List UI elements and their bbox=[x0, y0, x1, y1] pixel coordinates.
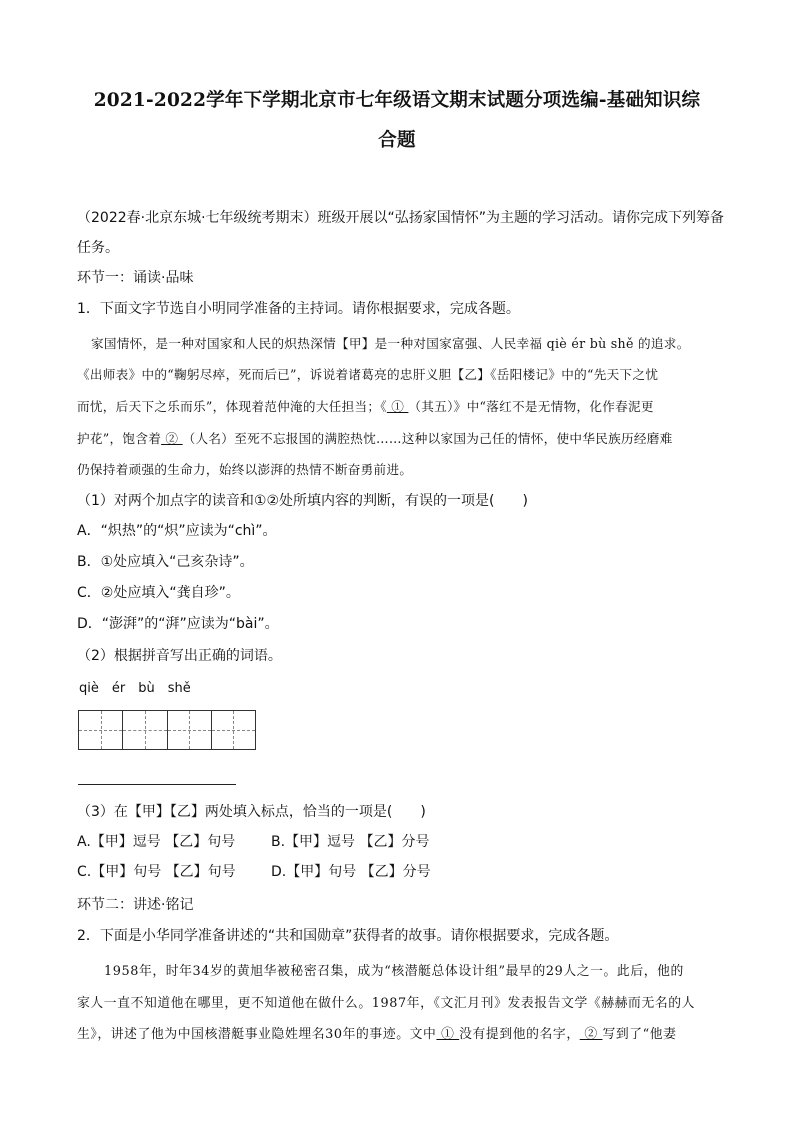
question-1-1: （1）对两个加点字的读音和①②处所填内容的判断，有误的一项是( ) bbox=[77, 493, 528, 509]
blank-1: ① bbox=[386, 399, 409, 414]
pinyin-prompt: qiè ér bù shě bbox=[79, 681, 191, 696]
blank-2: ② bbox=[161, 431, 183, 446]
intro-line1: （2022春·北京东城·七年级统考期末）班级开展以“弘扬家国情怀”为主题的学习活动。请你完成下列筹备 bbox=[77, 210, 725, 226]
passage1-line4-text-a: 护花”，饱含着 bbox=[77, 431, 162, 446]
blank-p2-2: ② bbox=[579, 1027, 603, 1042]
grid-cell[interactable] bbox=[168, 711, 212, 749]
passage1-line3-text-b: （其五）》中“落红不是无情物，化作春泥更 bbox=[408, 399, 654, 414]
grid-cell[interactable] bbox=[123, 711, 167, 749]
passage1-line4 bbox=[77, 428, 727, 447]
passage2-line3-text-a: 生》，讲述了他为中国核潜艇事业隐姓埋名30年的事迹。文中 bbox=[77, 1027, 437, 1042]
q1-3-option-d: D.【甲】句号 【乙】分号 bbox=[271, 864, 431, 880]
question-1-2: （2）根据拼音写出正确的词语。 bbox=[77, 648, 282, 664]
q1-1-option-c: C．②处应填入“龚自珍”。 bbox=[77, 585, 240, 601]
footnote-divider bbox=[78, 784, 236, 785]
q1-1-option-a: A．“炽热”的“炽”应读为“chì”。 bbox=[77, 523, 277, 539]
passage1-line5: 仍保持着顽强的生命力，始终以澎湃的热情不断奋勇前进。 bbox=[77, 462, 413, 477]
question-1-stem: 1．下面文字节选自小明同学准备的主持词。请你根据要求，完成各题。 bbox=[77, 301, 520, 317]
answer-grid[interactable] bbox=[78, 710, 256, 750]
passage1-line3 bbox=[77, 396, 727, 415]
question-2-stem: 2．下面是小华同学准备讲述的“共和国勋章”获得者的故事。请你根据要求，完成各题。 bbox=[77, 928, 619, 944]
q1-3-option-b: B.【甲】逗号 【乙】分号 bbox=[271, 834, 430, 850]
question-1-3: （3）在【甲】【乙】两处填入标点，恰当的一项是( ) bbox=[77, 804, 426, 820]
passage2-line3-text-b: 没有提到他的名字， bbox=[459, 1027, 580, 1042]
passage1-line1: 家国情怀，是一种对国家和人民的炽热深情【甲】是一种对国家富强、人民幸福 qiè ér bù shě 的追求。 bbox=[91, 336, 690, 351]
passage1-line3-text-a: 而忧，后天下之乐而乐”，体现着范仲淹的大任担当；《 bbox=[77, 399, 387, 414]
passage1-line2: 《出师表》中的“鞠躬尽瘁，死而后已”，诉说着诸葛亮的忠肝义胆【乙】《岳阳楼记》中的“先天下之忧 bbox=[77, 367, 659, 382]
doc-title-line2: 合题 bbox=[378, 130, 416, 151]
section-heading-1: 环节一：诵读·品味 bbox=[77, 270, 194, 286]
q1-1-option-d: D．“澎湃”的“湃”应读为“bài”。 bbox=[77, 616, 279, 632]
intro-line2: 任务。 bbox=[77, 240, 119, 256]
passage2-line3 bbox=[77, 1023, 677, 1042]
doc-title-line1: 2021-2022学年下学期北京市七年级语文期末试题分项选编-基础知识综 bbox=[93, 90, 701, 111]
grid-cell[interactable] bbox=[212, 711, 255, 749]
blank-p2-1: ① bbox=[436, 1027, 460, 1042]
passage2-line1: 1958年，时年34岁的黄旭华被秘密召集，成为“核潜艇总体设计组”最早的29人之一。此后，他的 bbox=[104, 964, 684, 979]
grid-cell[interactable] bbox=[79, 711, 123, 749]
passage2-line3-text-c: 写到了“他妻 bbox=[602, 1027, 677, 1042]
q1-1-option-b: B．①处应填入“己亥杂诗”。 bbox=[77, 554, 254, 570]
q1-3-option-a: A.【甲】逗号 【乙】句号 bbox=[77, 834, 236, 850]
passage1-line4-text-b: （人名）至死不忘报国的满腔热忱……这种以家国为己任的情怀，使中华民族历经磨难 bbox=[182, 431, 673, 446]
q1-3-option-c: C.【甲】句号 【乙】句号 bbox=[77, 864, 236, 880]
passage2-line2: 家人一直不知道他在哪里，更不知道他在做什么。1987年，《文汇月刊》发表报告文学《赫赫而无名的人 bbox=[77, 996, 696, 1011]
section-heading-2: 环节二：讲述·铭记 bbox=[77, 897, 194, 913]
